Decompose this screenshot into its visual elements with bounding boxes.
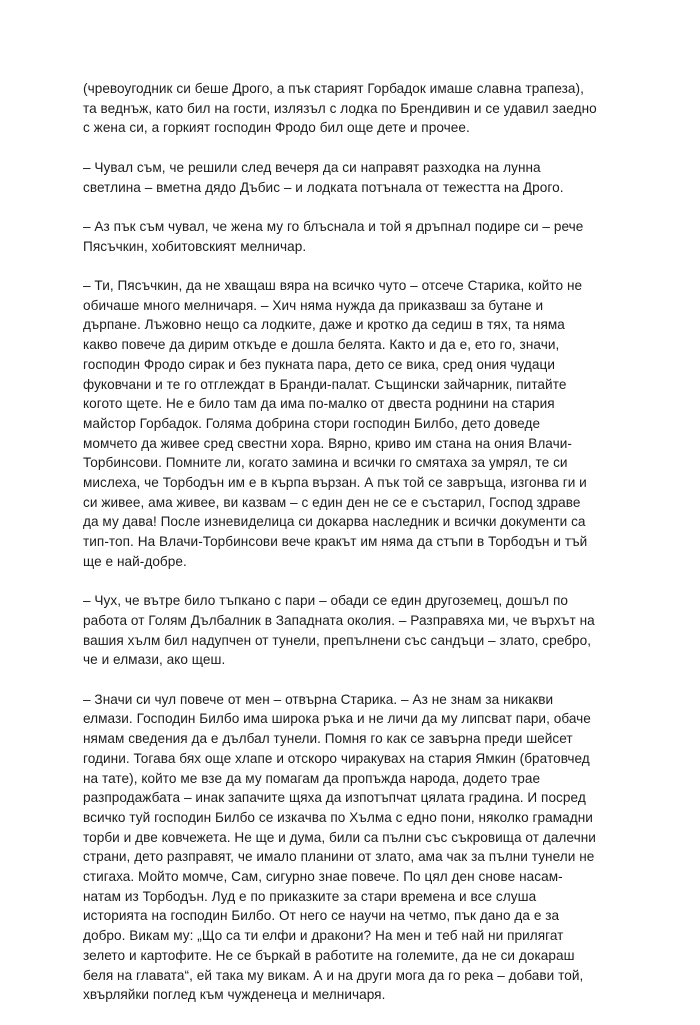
paragraph-1: (чревоугодник си беше Дрого, а пък старият Горбадок имаше славна трапеза), та веднъж, като бил на гости, излязъл с лодка по Брендивин и се удавил заедно с жена си, а горкият господин Фродо бил още дете и прочее. (83, 81, 597, 136)
paragraph-2: – Чувал съм, че решили след вечеря да си направят разходка на лунна светлина – вметна дядо Дъбис – и лодката потънала от тежестта на Дрого. (83, 159, 564, 195)
paragraph-3: – Аз пък съм чувал, че жена му го блъснала и той я дръпнал подире си – рече Пясъчкин, хобитовският мелничар. (83, 218, 584, 254)
body-text (83, 79, 623, 1025)
paragraph-4: – Ти, Пясъчкин, да не хващаш вяра на всичко чуто – отсече Старика, който не обичаше много мелничаря. – Хич няма нужда да приказваш за бутане и дърпане. Лъжовно нещо са лодките, даже и кротко да седиш в тях, та няма какво повече да дирим откъде е дошла белята. Както и да е, ето го, значи, господин Фродо сирак и без пукната пара, дето се вика, сред ония чудаци фуковчани и те го отглеждат в Бранди-палат. Същински зайчарник, питайте когото щете. Не е било там да има по-малко от двеста роднини на стария майстор Горбадок. Голяма добрина стори господин Билбо, дето доведе момчето да живее сред свестни хора. Вярно, криво им стана на ония Влачи- Торбинсови. Помните ли, когато замина и всички го смятаха за умрял, те си мислеха, че Торбодън им е в кърпа вързан. А пък той се завръща, изгонва ги и си живее, ама живее, ви казвам – с един ден не се е състарил, Господ здраве да му дава! После изневиделица си докарва наследник и всички документи са тип-топ. На Влачи-Торбинсови вече кракът им няма да стъпи в Торбодън и тъй ще е най-добре. (83, 277, 588, 569)
paragraph-6: – Значи си чул повече от мен – отвърна Старика. – Аз не знам за никакви елмази. Господин Билбо има широка ръка и не личи да му липсват пари, обаче нямам сведения да е дълбал тунели. Помня го как се завърна преди шейсет години. Тогава бях още хлапе и отскоро чиракувах на стария Ямкин (братовчед на тате), който ме взе да му помагам да пропъжда народа, додето трае разпродажбата – инак запачите щяха да изпотъпчат цялата градина. И посред всичко туй господин Билбо се изкачва по Хълма с едно пони, няколко грамадни торби и две ковчежета. Не ще и дума, били са пълни със съкровища от далечни страни, дето разправят, че имало планини от злато, ама чак за пълни тунели не стигаха. Мойто момче, Сам, сигурно знае повече. По цял ден снове насам- натам из Торбодън. Луд е по приказките за стари времена и все слуша историята на господин Билбо. От него се научи на четмо, пък дано да е за добро. Викам му: „Що са ти елфи и дракони? На мен и теб най ни прилягат зелето и картофите. Не се бъркай в работите на големите, да не си докараш беля на главата“, ей така му викам. А и на други мога да го река – добави той, хвърляйки поглед към чужденеца и мелничаря. (83, 691, 596, 1003)
paragraph-5: – Чух, че вътре било тъпкано с пари – обади се един другоземец, дошъл по работа от Голям Дълбалник в Западната околия. – Разправяха ми, че върхът на вашия хълм бил надупчен от тунели, препълнени със сандъци – злато, сребро, че и елмази, ако щеш. (83, 593, 595, 668)
